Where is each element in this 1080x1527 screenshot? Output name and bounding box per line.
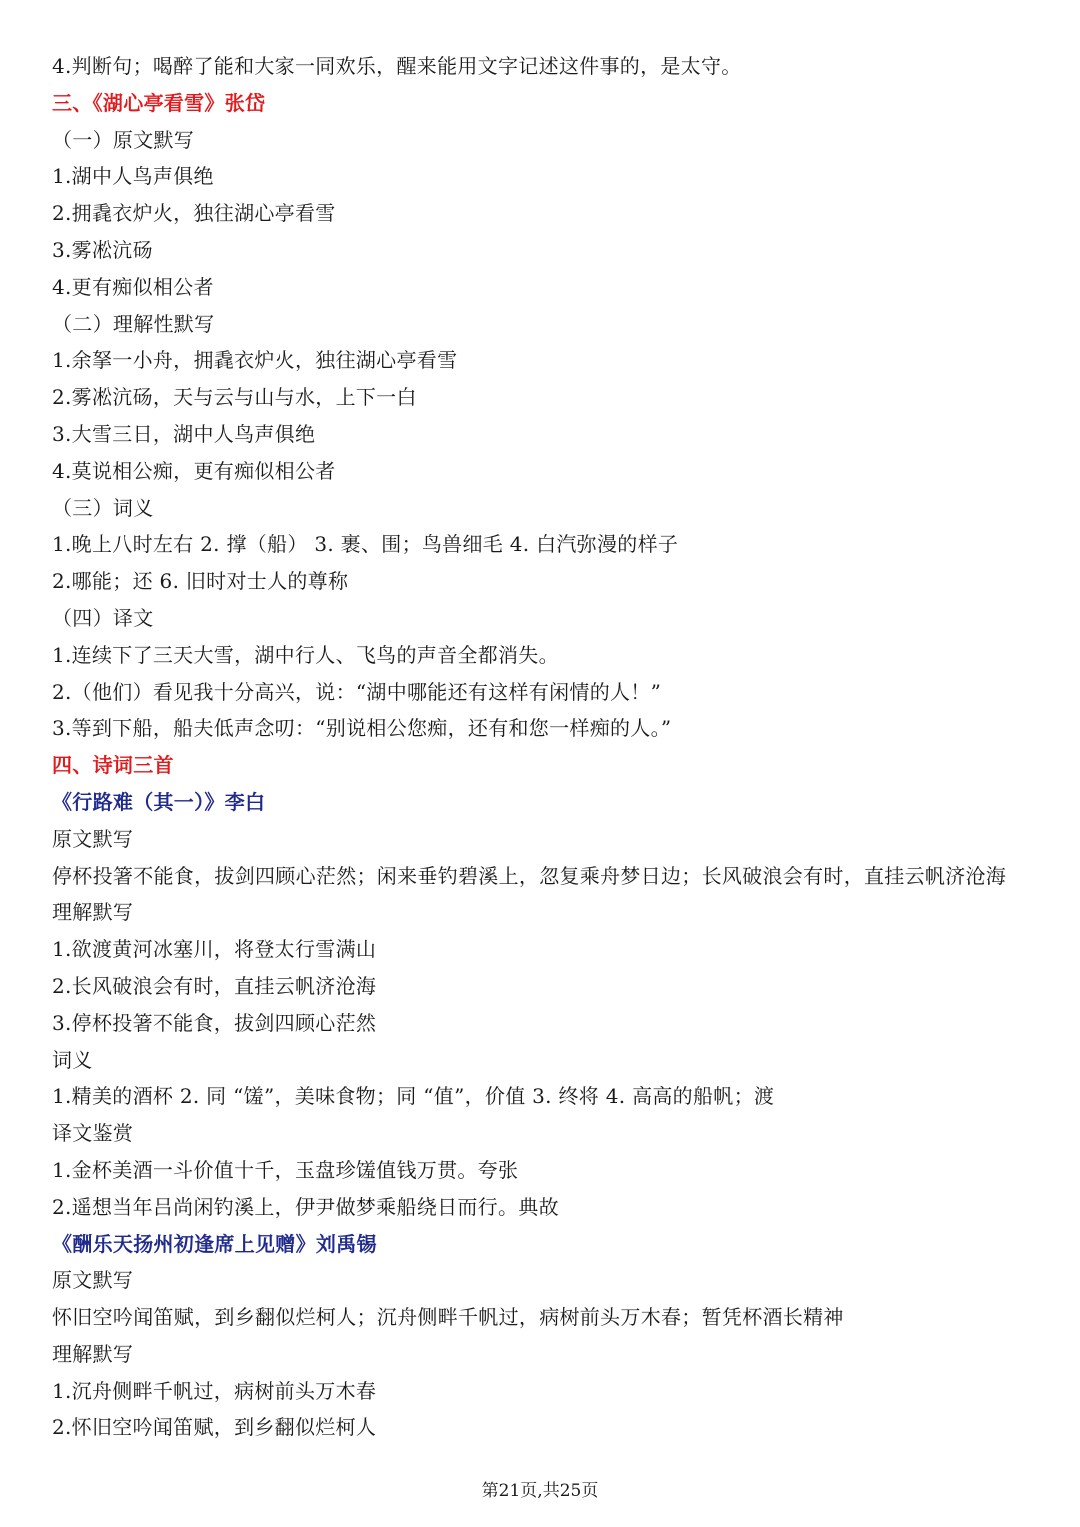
subsection-heading: 词义 [52, 1047, 93, 1072]
text-line: 4.莫说相公痴，更有痴似相公者 [52, 458, 336, 483]
page-number-footer: 第21页,共25页 [481, 1481, 599, 1501]
subsection-heading: 原文默写 [52, 826, 134, 851]
text-line: 1.湖中人鸟声俱绝 [52, 164, 214, 189]
text-line: 4.判断句；喝醉了能和大家一同欢乐，醒来能用文字记述这件事的，是太守。 [52, 54, 742, 78]
poem-title: 《酬乐天扬州初逢席上见赠》刘禹锡 [52, 1231, 377, 1256]
poem-title: 《行路难（其一）》李白 [52, 789, 266, 814]
text-line: 2.长风破浪会有时，直挂云帆济沧海 [52, 973, 377, 998]
subsection-heading: （三）词义 [52, 495, 154, 520]
text-line: 1.金杯美酒一斗价值十千，玉盘珍馐值钱万贯。夸张 [52, 1157, 519, 1182]
subsection-heading: 译文鉴赏 [52, 1121, 134, 1146]
text-line: 2.怀旧空吟闻笛赋，到乡翻似烂柯人 [52, 1415, 377, 1440]
text-line: 1.余拏一小舟，拥毳衣炉火，独往湖心亭看雪 [52, 348, 458, 373]
document-body [52, 48, 1042, 1446]
text-line: 4.更有痴似相公者 [52, 274, 214, 299]
text-line: 3.停杯投箸不能食，拔剑四顾心茫然 [52, 1010, 377, 1035]
section-heading: 四、诗词三首 [52, 753, 174, 778]
subsection-heading: 理解默写 [52, 900, 134, 925]
subsection-heading: （四）译文 [52, 605, 154, 630]
text-line: 1.精美的酒杯 2. 同 “馐”，美味食物；同 “值”，价值 3. 终将 4. 高高的船帆；渡 [52, 1084, 775, 1109]
text-line: 1.连续下了三天大雪，湖中行人、飞鸟的声音全都消失。 [52, 642, 559, 667]
subsection-heading: 理解默写 [52, 1341, 134, 1366]
text-line: 1.晚上八时左右 2. 撑（船） 3. 裹、围；鸟兽细毛 4. 白汽弥漫的样子 [52, 532, 679, 557]
text-line: 1.欲渡黄河冰塞川，将登太行雪满山 [52, 937, 377, 962]
text-line: 2.（他们）看见我十分高兴，说：“湖中哪能还有这样有闲情的人！” [52, 679, 662, 704]
subsection-heading: （二）理解性默写 [52, 311, 215, 336]
text-line: 2.拥毳衣炉火，独往湖心亭看雪 [52, 201, 336, 226]
subsection-heading: 原文默写 [52, 1268, 134, 1293]
text-line: 怀旧空吟闻笛赋，到乡翻似烂柯人；沉舟侧畔千帆过，病树前头万木春；暂凭杯酒长精神 [52, 1305, 844, 1330]
text-line: 2.哪能；还 6. 旧时对士人的尊称 [52, 569, 349, 594]
text-line: 3.等到下船，船夫低声念叨：“别说相公您痴，还有和您一样痴的人。” [52, 716, 672, 741]
poem-text-paragraph: 停杯投箸不能食，拔剑四顾心茫然；闲来垂钓碧溪上，忽复乘舟梦日边；长风破浪会有时，直挂云帆济沧海 [52, 863, 1007, 888]
text-line: 1.沉舟侧畔千帆过，病树前头万木春 [52, 1378, 377, 1403]
text-line: 2.遥想当年吕尚闲钓溪上，伊尹做梦乘船绕日而行。典故 [52, 1194, 559, 1219]
text-line: 3.大雪三日，湖中人鸟声俱绝 [52, 421, 316, 446]
subsection-heading: （一）原文默写 [52, 127, 195, 152]
text-line: 2.雾凇沆砀，天与云与山与水，上下一白 [52, 385, 417, 410]
section-heading: 三、《湖心亭看雪》张岱 [52, 90, 266, 115]
text-line: 3.雾凇沆砀 [52, 237, 153, 262]
